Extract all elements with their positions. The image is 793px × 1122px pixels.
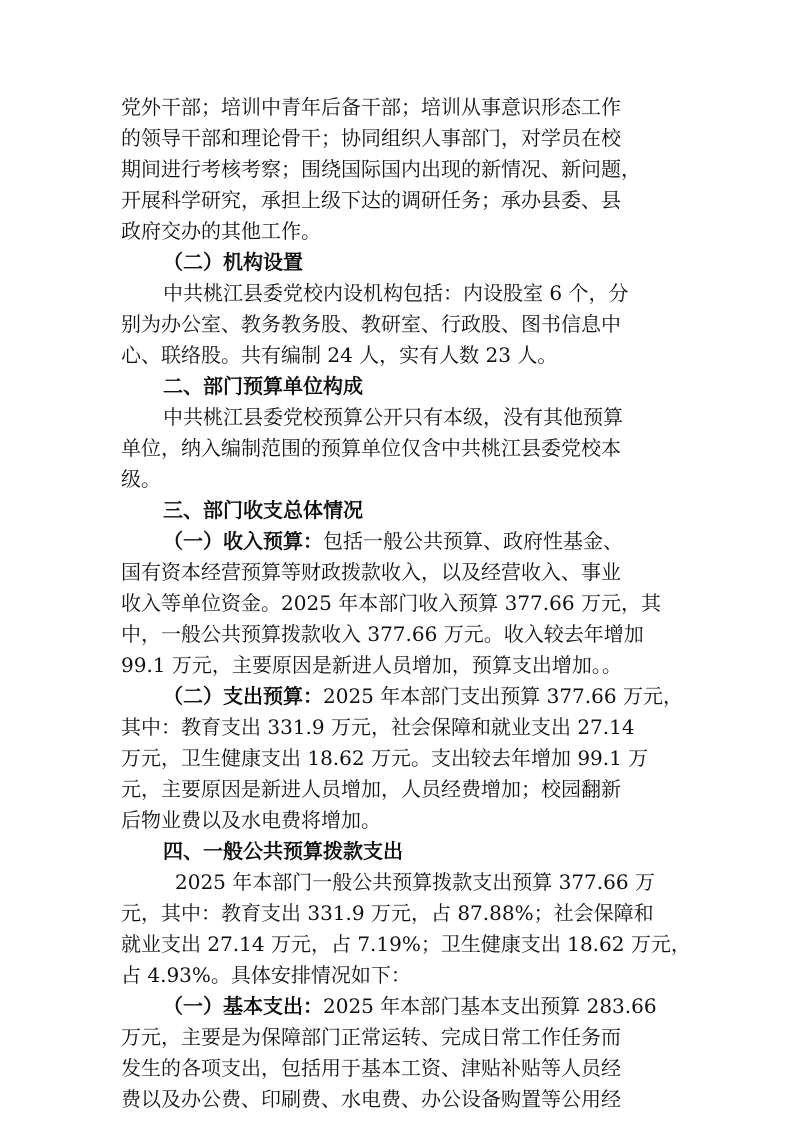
body-line: 中共桃江县委党校内设机构包括：内设股室 6 个，分 (163, 281, 629, 305)
body-line: 元，主要原因是新进人员增加，人员经费增加；校园翻新 (121, 777, 621, 801)
subheading-lead: （一）收入预算： (163, 529, 323, 553)
subheading-lead: （一）基本支出： (163, 994, 323, 1018)
body-line: 万元，卫生健康支出 18.62 万元。支出较去年增加 99.1 万 (121, 746, 649, 770)
section-heading: （二）机构设置 (163, 250, 303, 274)
body-line: 国有资本经营预算等财政拨款收入，以及经营收入、事业 (121, 560, 621, 584)
body-line: 单位，纳入编制范围的预算单位仅含中共桃江县委党校本 (121, 436, 621, 460)
body-line: 开展科学研究，承担上级下达的调研任务；承办县委、县 (121, 188, 621, 212)
body-line: 期间进行考核考察；围绕国际国内出现的新情况、新问题， (121, 157, 641, 181)
body-line: 政府交办的其他工作。 (121, 219, 321, 243)
body-line: （一）基本支出：2025 年本部门基本支出预算 283.66 (163, 994, 657, 1018)
body-line: 收入等单位资金。2025 年本部门收入预算 377.66 万元，其 (121, 591, 661, 615)
body-line: 级。 (121, 467, 161, 491)
body-line: 万元，主要是为保障部门正常运转、完成日常工作任务而 (121, 1025, 621, 1049)
subheading-lead: （二）支出预算： (163, 684, 323, 708)
body-line: 心、联络股。共有编制 24 人，实有人数 23 人。 (121, 343, 558, 367)
body-line: （二）支出预算：2025 年本部门支出预算 377.66 万元， (163, 684, 683, 708)
section-heading: 四、一般公共预算拨款支出 (163, 839, 403, 863)
body-line: 占 4.93%。具体安排情况如下： (121, 963, 411, 987)
body-line: 99.1 万元，主要原因是新进人员增加，预算支出增加。。 (121, 653, 622, 677)
body-line: 的领导干部和理论骨干；协同组织人事部门，对学员在校 (121, 126, 621, 150)
body-line: 元，其中：教育支出 331.9 万元，占 87.88%；社会保障和 (121, 901, 654, 925)
body-line: 发生的各项支出，包括用于基本工资、津贴补贴等人员经 (121, 1056, 621, 1080)
body-line: 中共桃江县委党校预算公开只有本级，没有其他预算 (163, 405, 623, 429)
body-line: 党外干部；培训中青年后备干部；培训从事意识形态工作 (121, 95, 621, 119)
body-line: 2025 年本部门一般公共预算拨款支出预算 377.66 万 (175, 870, 655, 894)
body-line: （一）收入预算：包括一般公共预算、政府性基金、 (163, 529, 623, 553)
section-heading: 二、部门预算单位构成 (163, 374, 363, 398)
body-line: 费以及办公费、印刷费、水电费、办公设备购置等公用经 (121, 1087, 621, 1111)
body-line: 就业支出 27.14 万元，占 7.19%；卫生健康支出 18.62 万元， (121, 932, 691, 956)
body-line: 中，一般公共预算拨款收入 377.66 万元。收入较去年增加 (121, 622, 644, 646)
body-line: 其中：教育支出 331.9 万元，社会保障和就业支出 27.14 (121, 715, 635, 739)
body-line: 别为办公室、教务教务股、教研室、行政股、图书信息中 (121, 312, 621, 336)
body-line: 后物业费以及水电费将增加。 (121, 808, 381, 832)
section-heading: 三、部门收支总体情况 (163, 498, 363, 522)
